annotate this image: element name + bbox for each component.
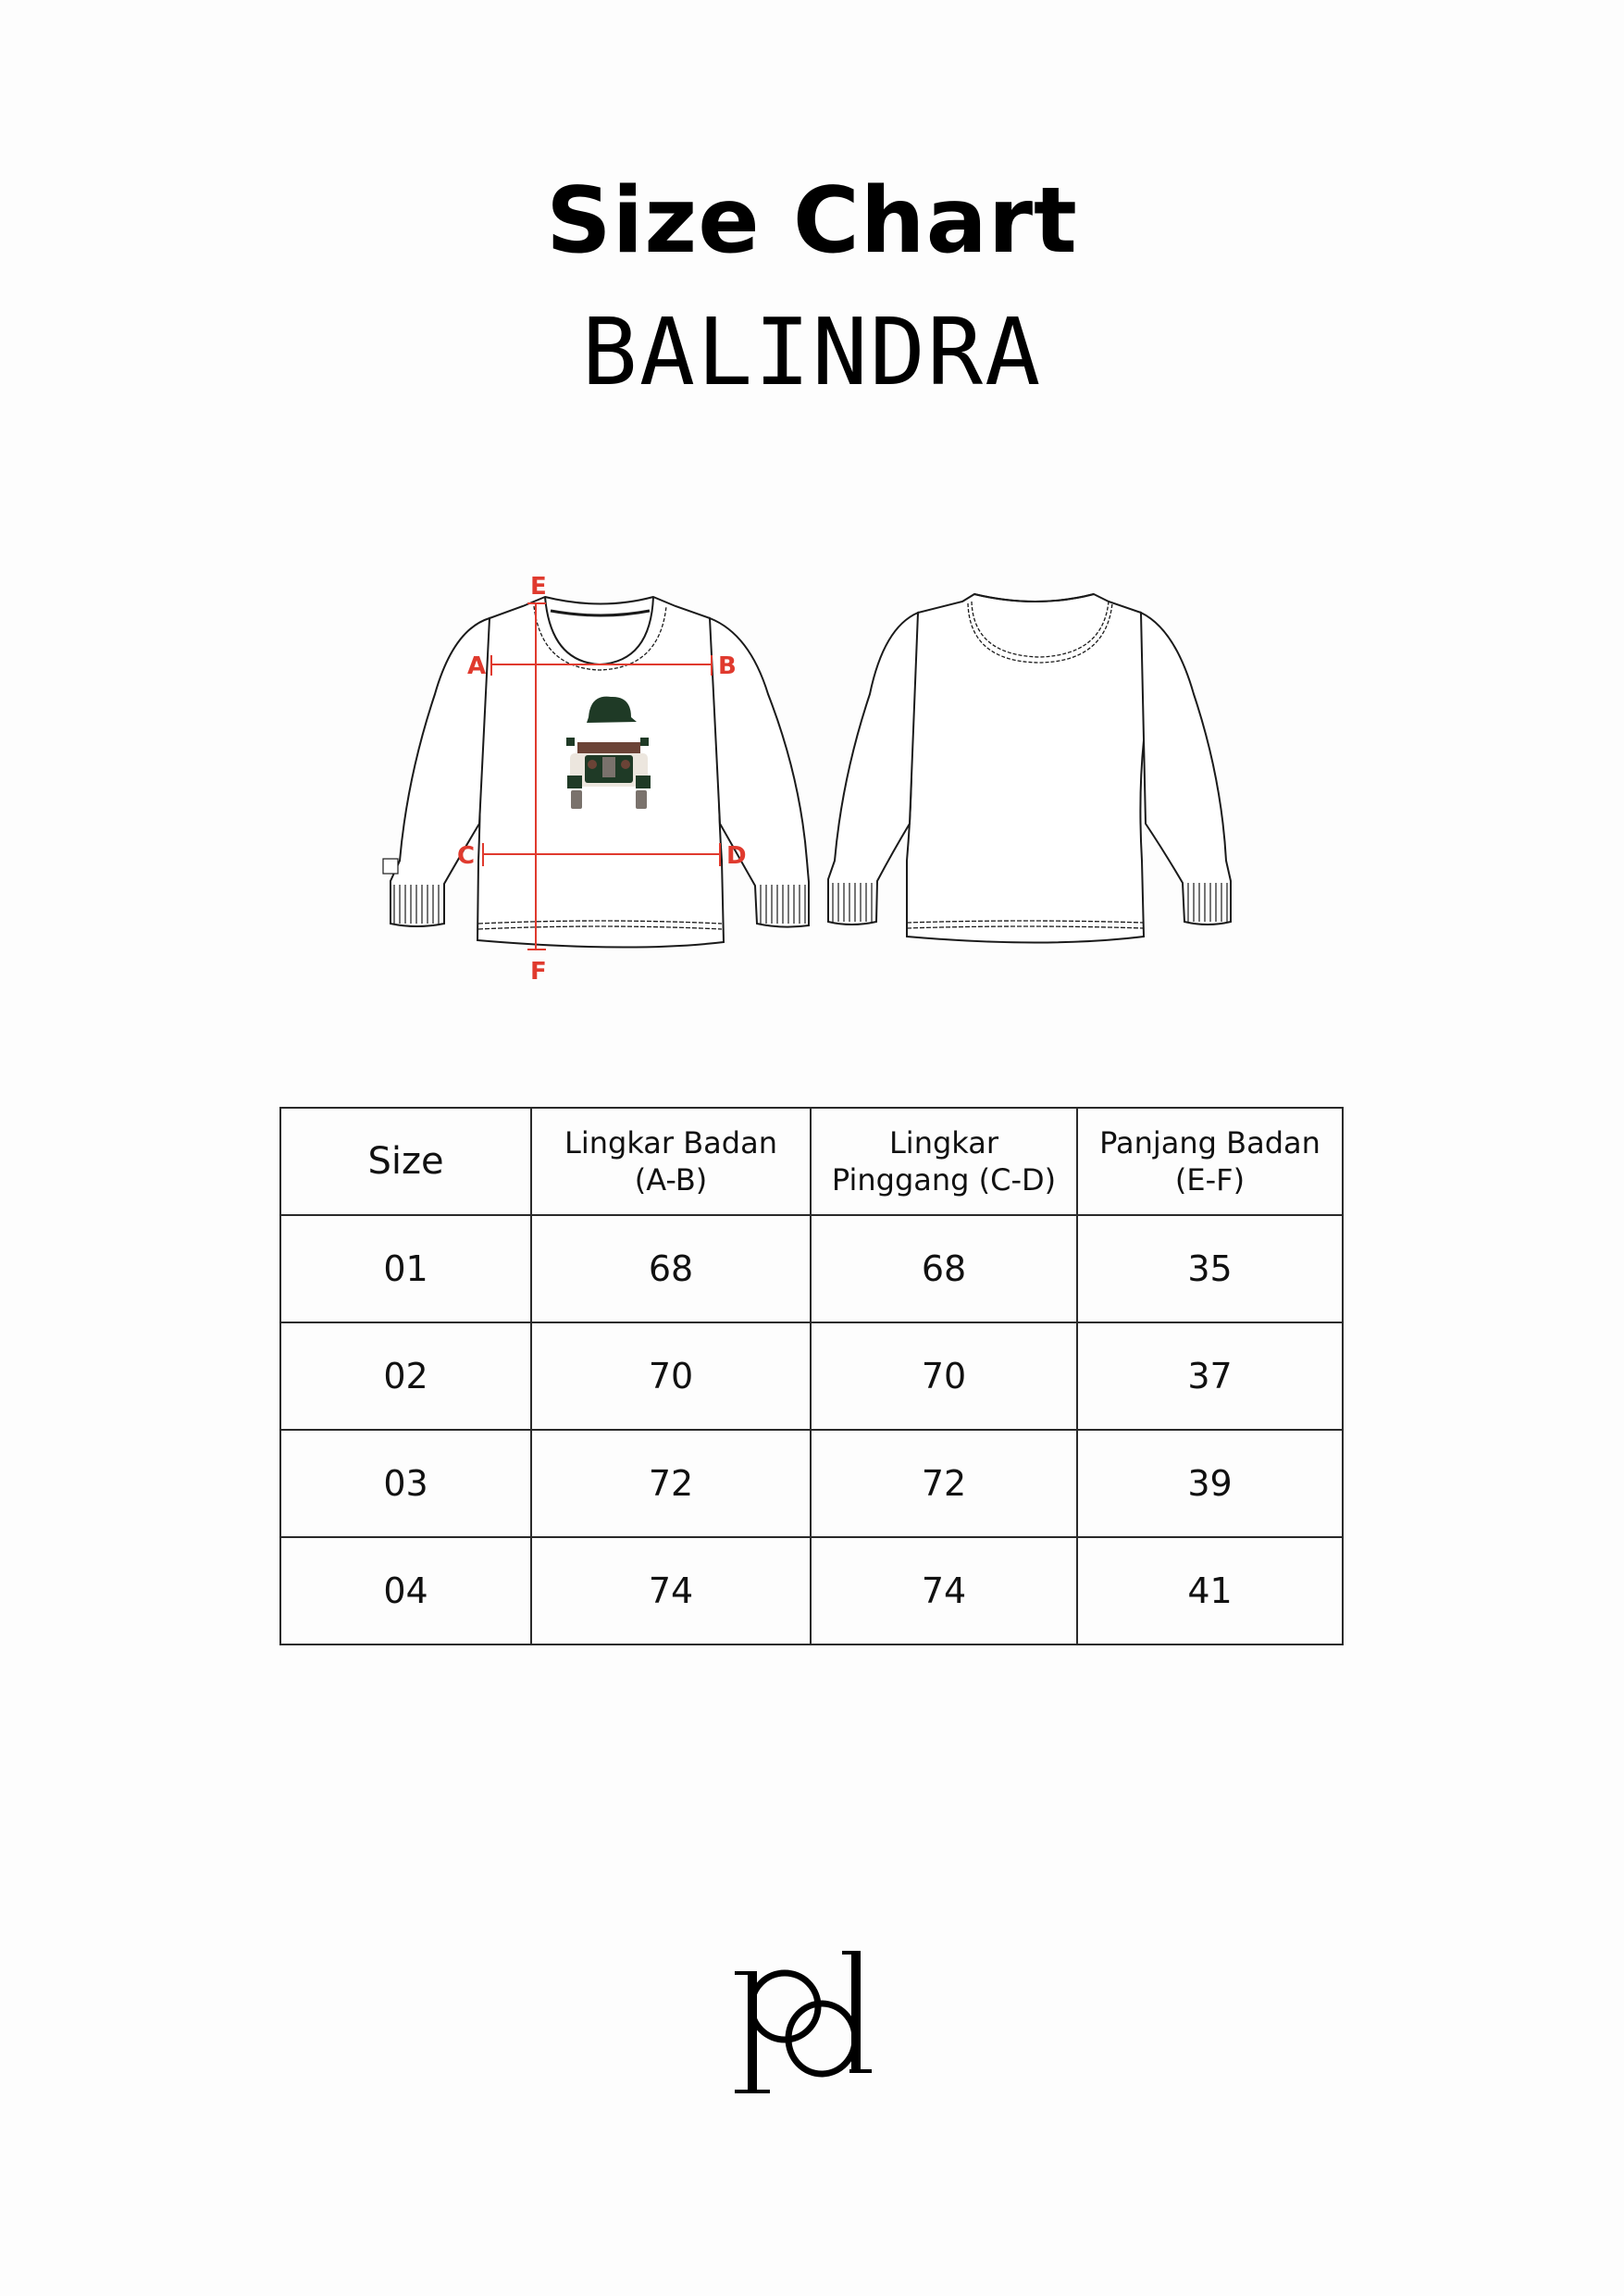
cell-size: 04 [280,1537,531,1644]
cell-panjang-badan: 41 [1077,1537,1343,1644]
cell-lingkar-badan: 70 [531,1322,811,1430]
table-row [280,1430,1343,1537]
cell-lingkar-pinggang: 68 [811,1215,1077,1322]
product-name: BALINDRA [581,298,1043,406]
cell-size: 02 [280,1322,531,1430]
cell-lingkar-badan: 72 [531,1430,811,1537]
col-header-lingkar-badan: Lingkar Badan (A-B) [531,1108,811,1215]
col-header-panjang-badan: Panjang Badan (E-F) [1077,1108,1343,1215]
table-row [280,1322,1343,1430]
measure-label-c: C [457,842,476,870]
measure-label-e: E [530,573,547,601]
cell-panjang-badan: 37 [1077,1322,1343,1430]
measure-label-b: B [718,652,737,680]
back-shirt-drawing [828,594,1231,943]
measure-label-a: A [467,652,487,680]
garment-illustration [352,555,1277,999]
measure-label-d: D [726,842,747,870]
table-row [280,1537,1343,1644]
cell-panjang-badan: 39 [1077,1430,1343,1537]
cell-lingkar-pinggang: 70 [811,1322,1077,1430]
table-header-row [280,1108,1343,1215]
page-title: Size Chart [546,168,1078,274]
cell-size: 01 [280,1215,531,1322]
table-row [280,1215,1343,1322]
cell-panjang-badan: 35 [1077,1215,1343,1322]
cell-lingkar-badan: 68 [531,1215,811,1322]
col-header-lingkar-pinggang: Lingkar Pinggang (C-D) [811,1108,1077,1215]
cell-lingkar-badan: 74 [531,1537,811,1644]
brand-logo-pd-icon [731,1943,888,2101]
cell-lingkar-pinggang: 72 [811,1430,1077,1537]
size-table [279,1107,1344,1645]
col-header-size: Size [280,1108,531,1215]
measure-label-f: F [530,958,547,986]
cell-lingkar-pinggang: 74 [811,1537,1077,1644]
cell-size: 03 [280,1430,531,1537]
